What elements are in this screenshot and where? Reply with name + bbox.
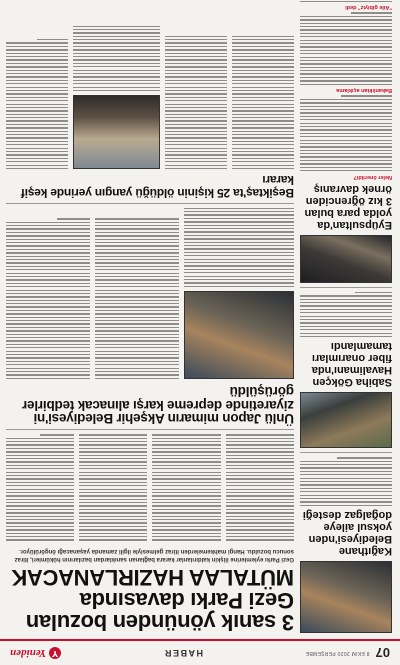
third-story-layout bbox=[6, 26, 294, 170]
sidebar-photo-2 bbox=[300, 392, 392, 448]
second-headline: Ünlü Japon mimarın Akşehir Belediyesi'ni ziyaretinde depreme karşı alınacak tedbirler görüşüldü bbox=[22, 383, 294, 427]
second-story-layout bbox=[6, 208, 294, 379]
sidebar-story-3-body-3 bbox=[300, 0, 392, 2]
sidebar-subhead-2: Bakanlıktan açıklama bbox=[336, 87, 392, 94]
sidebar-story-3-title: Eyüpsultan'da yolda para bulan 3 kız öğrenciden örnek davranış bbox=[304, 182, 392, 231]
sidebar-subhead-1: Neler önerildi? bbox=[353, 173, 392, 180]
logo-text: Yeniden bbox=[10, 647, 47, 659]
section-label: HABER bbox=[163, 648, 204, 658]
sidebar-photo-3 bbox=[300, 235, 392, 283]
logo-icon: Y bbox=[49, 647, 61, 659]
sidebar-story-1-body bbox=[300, 457, 392, 506]
main-deck: Gezi Parkı eylemlerine ilişkin kaldırılanlar karara bağlanan sanıklardan bazılarının hükümleri, itiraz sonucu bozuldu. Hangi mahkemelerden itiraz gelmesiyle ilgili zamanda yaşanacağı öngörülüyor. bbox=[14, 548, 294, 562]
sidebar-story-2-body bbox=[300, 292, 392, 337]
second-story-photo bbox=[184, 291, 294, 379]
sidebar-column bbox=[300, 0, 392, 633]
sidebar-subhead-3: "Aile gibiyiz" dedi bbox=[345, 4, 392, 11]
sidebar-story-3-body-2 bbox=[300, 12, 392, 85]
issue-date: 8 EKIM 2020 PERŞEMBE bbox=[305, 650, 370, 656]
sidebar-story-2-title: Sabiha Gökçen Havalimanı'nda fiber onarımları tamamlandı bbox=[311, 340, 392, 389]
sidebar-photo-1 bbox=[300, 561, 392, 633]
page-masthead bbox=[0, 639, 400, 665]
sidebar-story-3-body bbox=[300, 95, 392, 171]
third-headline: Beşiktaş'ta 25 kişinin öldüğü yangın yerinde keşif kararı bbox=[21, 173, 294, 200]
newspaper-logo bbox=[10, 647, 61, 659]
third-story-photo bbox=[73, 95, 160, 169]
main-column bbox=[6, 26, 294, 633]
main-story-body bbox=[6, 434, 294, 540]
page-number: 07 bbox=[375, 645, 390, 661]
main-headline: 3 sanık yönünden bozulan Gezi Parkı davasında MÜTALAA HAZIRLANACAK bbox=[11, 565, 294, 635]
page-info bbox=[305, 646, 390, 661]
sidebar-story-1-title: Kağıthane Belediyesi'nden yoksul aileye doğalgaz desteği bbox=[302, 509, 392, 557]
